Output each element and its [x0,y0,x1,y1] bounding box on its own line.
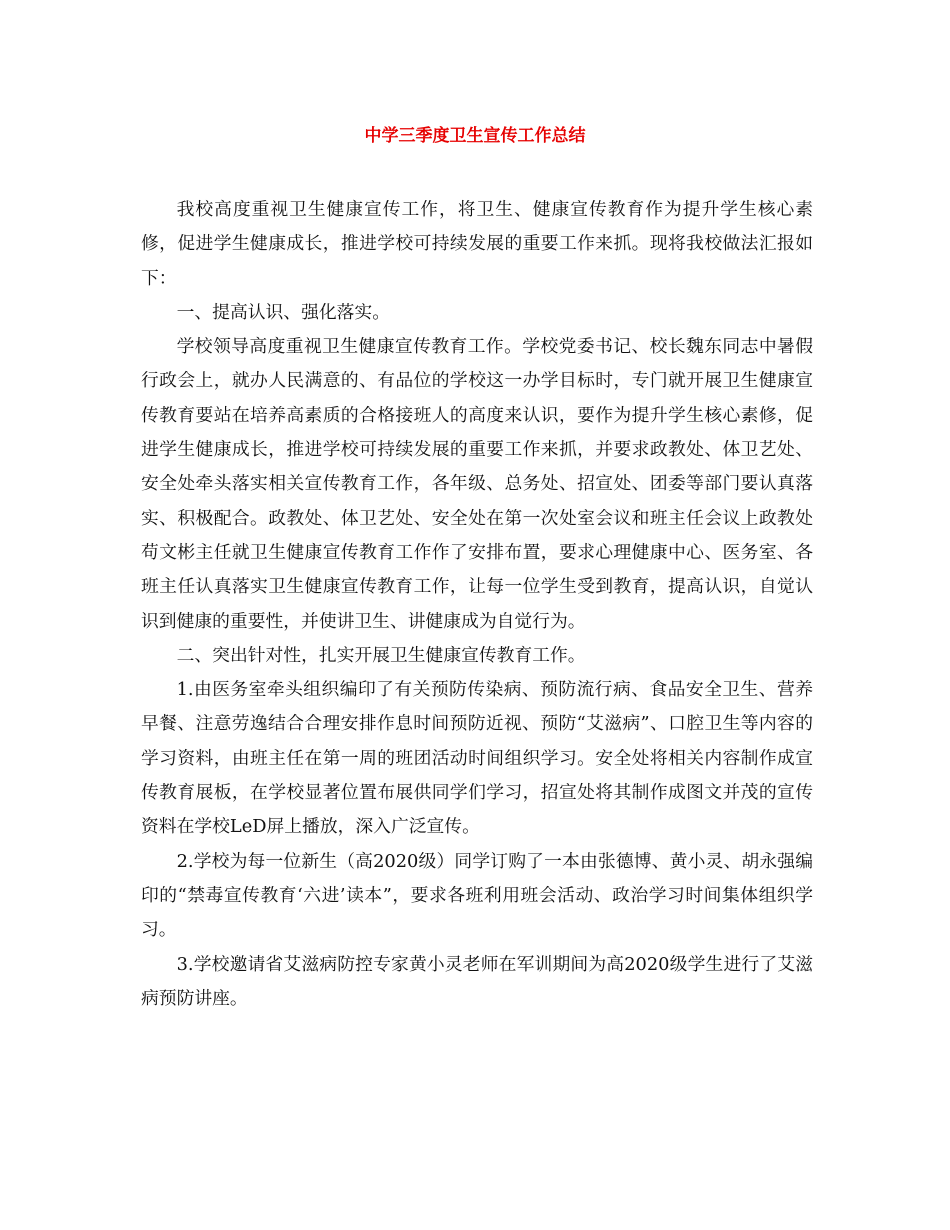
document-body [141,193,813,1016]
paragraph-item-1: 1.由医务室牵头组织编印了有关预防传染病、预防流行病、食品安全卫生、营养早餐、注意劳逸结合合理安排作息时间预防近视、预防“艾滋病”、口腔卫生等内容的学习资料，由班主任在第一周的班团活动时间组织学习。安全处将相关内容制作成宣传教育展板，在学校显著位置布展供同学们学习，招宣处将其制作成图文并茂的宣传资料在学校LeD屏上播放，深入广泛宣传。 [141,679,813,838]
document-title: 中学三季度卫生宣传工作总结 [364,126,586,146]
paragraph-item-2: 2.学校为每一位新生（高2020级）同学订购了一本由张德博、黄小灵、胡永强编印的“禁毒宣传教育‘六进’读本”，要求各班利用班会活动、政治学习时间集体组织学习。 [141,850,813,941]
paragraph-leadership: 学校领导高度重视卫生健康宣传教育工作。学校党委书记、校长魏东同志中暑假行政会上，就办人民满意的、有品位的学校这一办学目标时，专门就开展卫生健康宣传教育要站在培养高素质的合格接班人的高度来认识，要作为提升学生核心素修，促进学生健康成长，推进学校可持续发展的重要工作来抓，并要求政教处、体卫艺处、安全处牵头落实相关宣传教育工作，各年级、总务处、招宣处、团委等部门要认真落实、积极配合。政教处、体卫艺处、安全处在第一次处室会议和班主任会议上政教处苟文彬主任就卫生健康宣传教育工作作了安排布置，要求心理健康中心、医务室、各班主任认真落实卫生健康宣传教育工作，让每一位学生受到教育，提高认识，自觉认识到健康的重要性，并使讲卫生、讲健康成为自觉行为。 [141,336,813,632]
paragraph-item-3: 3.学校邀请省艾滋病防控专家黄小灵老师在军训期间为高2020级学生进行了艾滋病预防讲座。 [141,953,813,1009]
section-heading-2: 二、突出针对性，扎实开展卫生健康宣传教育工作。 [176,644,586,666]
section-heading-1: 一、提高认识、强化落实。 [176,301,390,323]
paragraph-intro: 我校高度重视卫生健康宣传工作，将卫生、健康宣传教育作为提升学生核心素修，促进学生健康成长，推进学校可持续发展的重要工作来抓。现将我校做法汇报如下： [141,199,813,289]
